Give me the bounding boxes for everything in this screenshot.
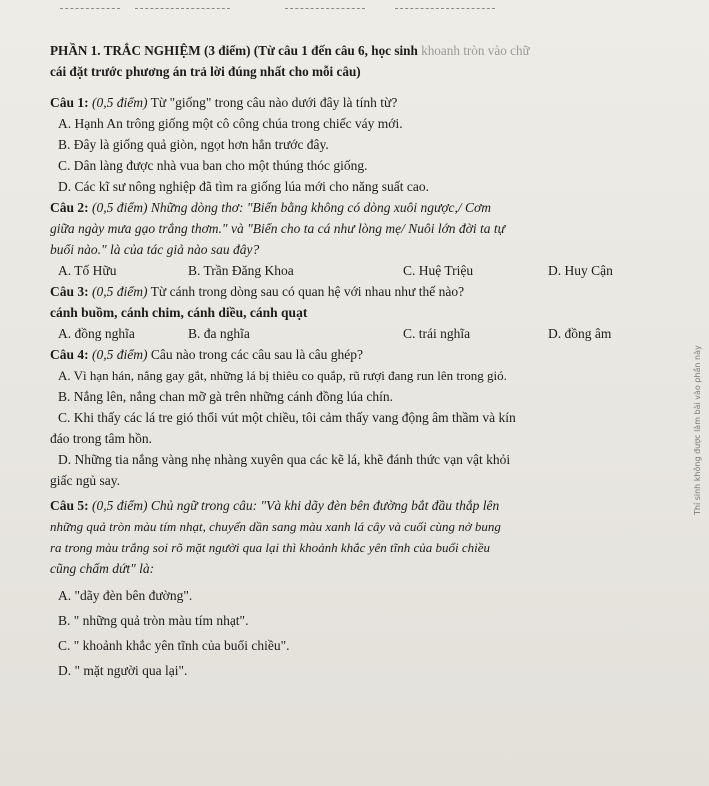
question-5-option-b[interactable]: B. " những quả tròn màu tím nhạt". [58, 613, 249, 628]
question-4-option-b[interactable]: B. Nắng lên, nắng chan mỡ gà trên những cánh đồng lúa chín. [58, 389, 393, 404]
question-4-stem [50, 344, 690, 365]
side-margin-text: Thí sinh không được làm bài vào phần này [693, 345, 702, 515]
question-5-option-d[interactable]: D. " mặt người qua lại". [58, 663, 188, 678]
question-5-option-a[interactable]: A. "dãy đèn bên đường". [58, 588, 193, 603]
question-4-points: (0,5 điểm) [92, 347, 148, 362]
question-5-line2: những quả tròn màu tím nhạt, chuyển dần sang màu xanh lá cây và cuối cùng nở bung [50, 519, 501, 534]
question-4-label: Câu 4: [50, 347, 89, 362]
question-5-points: (0,5 điểm) [92, 498, 148, 513]
part-title-main: PHẦN 1. TRẮC NGHIỆM (3 điểm) (Từ câu 1 đến câu 6, học sinh khoanh tròn vào chữ [50, 43, 530, 58]
question-3-option-a[interactable]: A. đồng nghĩa [58, 326, 135, 341]
question-1-text: Từ "giống" trong câu nào dưới đây là tính từ? [150, 95, 398, 110]
question-3-stem [50, 281, 690, 302]
question-4-option-d[interactable] [50, 449, 690, 470]
question-4 [50, 344, 690, 491]
question-2-option-d[interactable]: D. Huy Cận [548, 263, 613, 278]
question-4-option-c-line1: C. Khi thấy các lá tre gió thổi vút một chiều, tôi cảm thấy vang động âm thầm và kín [58, 410, 516, 425]
part-title-faded-text: khoanh tròn vào chữ [421, 43, 530, 58]
question-1-option-a[interactable]: A. Hạnh An trông giống một cô công chúa trong chiếc váy mới. [58, 116, 403, 131]
question-2-line3: buổi nào." là của tác giả nào sau đây? [50, 242, 260, 257]
question-1-points: (0,5 điểm) [92, 95, 148, 110]
question-3-points: (0,5 điểm) [92, 284, 148, 299]
question-1-label: Câu 1: [50, 95, 89, 110]
question-5-line3: ra trong màu trắng soi rõ mặt người qua lại thì khoảnh khắc yên tĩnh của buổi chiều [50, 540, 490, 555]
question-2-points: (0,5 điểm) [92, 200, 148, 215]
question-2 [50, 197, 690, 281]
question-2-options [50, 260, 690, 281]
question-4-option-d-line2: giấc ngủ say. [50, 473, 120, 488]
question-3-line1: Từ cánh trong dòng sau có quan hệ với nhau như thế nào? [150, 284, 465, 299]
question-4-text: Câu nào trong các câu sau là câu ghép? [150, 347, 364, 362]
question-1-option-d[interactable]: D. Các kĩ sư nông nghiệp đã tìm ra giống lúa mới cho năng suất cao. [58, 179, 430, 194]
exam-content [50, 40, 690, 681]
part-title [50, 40, 690, 61]
question-5-stem [50, 495, 690, 516]
question-3-label: Câu 3: [50, 284, 89, 299]
question-3-option-b[interactable]: B. đa nghĩa [188, 326, 250, 341]
part-title-line2: cái đặt trước phương án trả lời đúng nhất cho mỗi câu) [50, 64, 361, 79]
question-1-option-b[interactable]: B. Đây là giống quả giòn, ngọt hơn hẳn trước đây. [58, 137, 329, 152]
question-2-option-c[interactable]: C. Huệ Triệu [403, 263, 474, 278]
question-5 [50, 495, 690, 681]
question-5-option-c[interactable]: C. " khoảnh khắc yên tĩnh của buổi chiều". [58, 638, 290, 653]
question-2-line1: Những dòng thơ: "Biển bằng không có dòng xuôi ngược,/ Cơm [150, 200, 491, 215]
header-dashed-lines [0, 0, 709, 20]
question-1 [50, 92, 690, 197]
question-4-option-c[interactable] [50, 407, 690, 428]
question-3-option-c[interactable]: C. trái nghĩa [403, 326, 471, 341]
question-5-label: Câu 5: [50, 498, 89, 513]
question-2-label: Câu 2: [50, 200, 89, 215]
question-3-option-d[interactable]: D. đồng âm [548, 326, 612, 341]
question-3-options [50, 323, 690, 344]
question-2-option-b[interactable]: B. Trần Đăng Khoa [188, 263, 294, 278]
question-5-line1: Chủ ngữ trong câu: "Và khi dãy đèn bên đường bắt đầu thắp lên [150, 498, 500, 513]
question-1-stem [50, 92, 690, 113]
question-2-line2: giữa ngày mưa gạo trắng thơm." và "Biển cho ta cá như lòng mẹ/ Nuôi lớn đời ta tự [50, 221, 505, 236]
question-5-line4: cũng chấm dứt" là: [50, 561, 155, 576]
question-3-line2: cánh buồm, cánh chim, cánh diều, cánh quạt [50, 305, 308, 320]
question-2-option-a[interactable]: A. Tố Hữu [58, 263, 117, 278]
question-3 [50, 281, 690, 344]
question-1-option-c[interactable]: C. Dân làng được nhà vua ban cho một thúng thóc giống. [58, 158, 368, 173]
question-4-option-c-line2: đáo trong tâm hồn. [50, 431, 152, 446]
question-4-option-d-line1: D. Những tia nắng vàng nhẹ nhàng xuyên qua các kẽ lá, khẽ đánh thức vạn vật khỏi [58, 452, 511, 467]
question-4-option-a[interactable]: A. Vì hạn hán, nắng gay gắt, những lá bị thiêu co quắp, rũ rượi đang run lên trong gió. [58, 368, 507, 383]
question-2-stem [50, 197, 690, 218]
